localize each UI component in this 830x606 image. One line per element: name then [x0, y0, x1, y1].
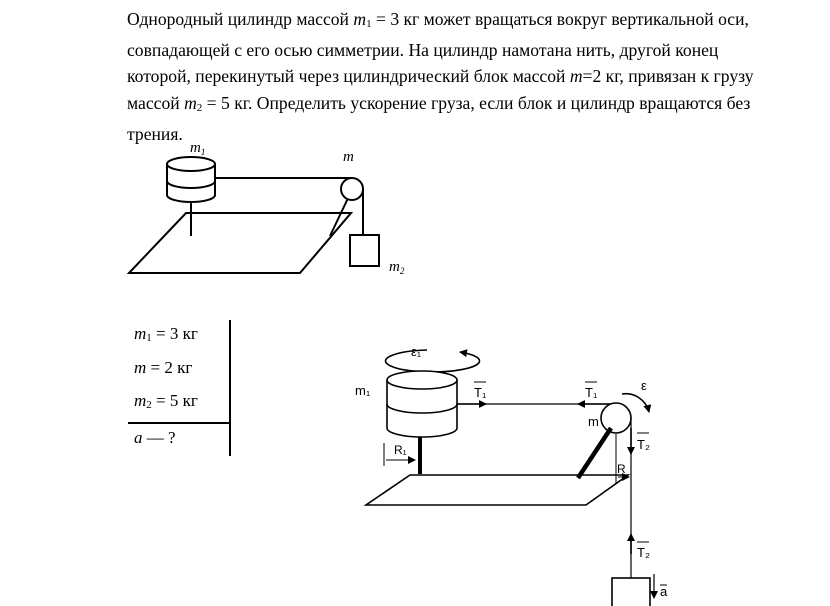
given-m2: $m_2 = 5$ кг — [134, 391, 198, 411]
diagram-load — [612, 578, 650, 606]
t2-bottom-label: T₂ — [637, 545, 650, 560]
find-a: a — ? — [134, 428, 176, 447]
r1-label: R₁ — [394, 443, 407, 457]
m2-symbol: m — [184, 92, 197, 113]
m1-symbol: m — [353, 9, 367, 29]
sketch-m1-label: $m_1$ — [190, 140, 206, 157]
m1-label: m₁ — [355, 383, 371, 398]
r-label: R — [617, 462, 626, 476]
diagram-cylinder-top — [387, 371, 457, 389]
sketch-m2-label: $m_2$ — [389, 259, 405, 276]
problem-text: Однородный цилиндр массой $m_1 = 3$ кг может вращаться вокруг вертикальной оси, совпадающей с его осью симметрии. На цилиндр намотана нить, другой конец которой, перекинутый через цилиндрический блок массой m=2 кг, привязан к грузу массой $m_2 = 5$ кг. Определить ускорение груза, если блок и цилиндр вращаются без трения. — [127, 9, 754, 144]
given-m: m = 2 кг — [134, 358, 193, 377]
m-symbol: m — [569, 66, 583, 87]
sketch-m-label: m — [343, 149, 354, 165]
t1-right-label: T₁ — [585, 385, 598, 400]
diagram-cylinder-band — [387, 404, 457, 413]
eps-label: ε — [641, 378, 647, 393]
a-label: a — [660, 584, 668, 599]
given-m1: $m_1 = 3$ кг — [134, 324, 198, 344]
t2-top-label: T₂ — [637, 437, 650, 452]
eps1-label: ε₁ — [411, 344, 422, 359]
t1-left-label: T₁ — [474, 385, 487, 400]
diagram-pulley-support — [578, 428, 611, 478]
m-label: m — [588, 414, 599, 429]
diagram-pulley — [601, 403, 631, 433]
eps1-rotation-arrow — [386, 350, 480, 372]
diagram-table-plane — [366, 475, 628, 505]
